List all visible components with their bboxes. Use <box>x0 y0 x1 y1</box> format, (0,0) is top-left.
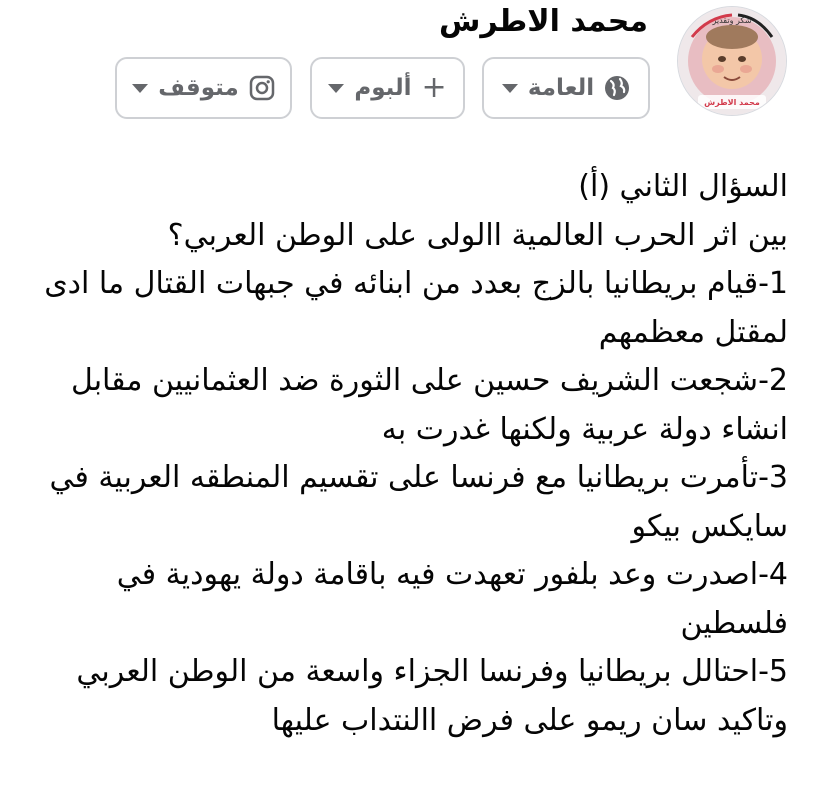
post-answer-item-4: 4-اصدرت وعد بلفور تعهدت فيه باقامة دولة يهودية في فلسطين <box>116 557 788 641</box>
post-composer-header <box>0 0 813 130</box>
caret-down-icon <box>132 84 148 93</box>
post-answer-item-2: 2-شجعت الشريف حسين على الثورة ضد العثمانيين مقابل انشاء دولة عربية ولكنها غدرت به <box>70 363 788 447</box>
avatar[interactable] <box>677 6 787 116</box>
post-answer-item-1: 1-قيام بريطانيا بالزج بعدد من ابنائه في جبهات القتال ما ادى لمقتل معظمهم <box>44 266 788 350</box>
audience-label: العامة <box>527 75 595 101</box>
post-title-line: السؤال الثاني (أ) <box>578 169 788 204</box>
post-answer-item-5: 5-احتالل بريطانيا وفرنسا الجزاء واسعة من الوطن العربي وتاكيد سان ريمو على فرض االنتداب عليها <box>76 654 788 738</box>
instagram-share-toggle-button[interactable] <box>115 57 292 119</box>
instagram-icon <box>249 75 275 101</box>
post-text-body[interactable] <box>40 163 788 745</box>
audience-selector-button[interactable] <box>482 57 650 119</box>
album-selector-button[interactable] <box>310 57 465 119</box>
post-answer-item-3: 3-تأمرت بريطانيا مع فرنسا على تقسيم المنطقه العربية في سايكس بيكو <box>49 460 788 544</box>
avatar-image <box>678 7 786 115</box>
user-name[interactable]: محمد الاطرش <box>438 4 648 39</box>
avatar-banner: شكر وتقدير <box>712 16 752 25</box>
caret-down-icon <box>502 84 518 93</box>
post-question-line: بين اثر الحرب العالمية االولى على الوطن العربي؟ <box>167 217 788 253</box>
avatar-caption: محمد الاطرش <box>704 98 760 107</box>
instagram-label: متوقف <box>158 75 239 101</box>
plus-icon: + <box>421 70 447 105</box>
album-label: ألبوم <box>354 75 412 101</box>
globe-icon <box>604 75 630 101</box>
caret-down-icon <box>328 84 344 93</box>
